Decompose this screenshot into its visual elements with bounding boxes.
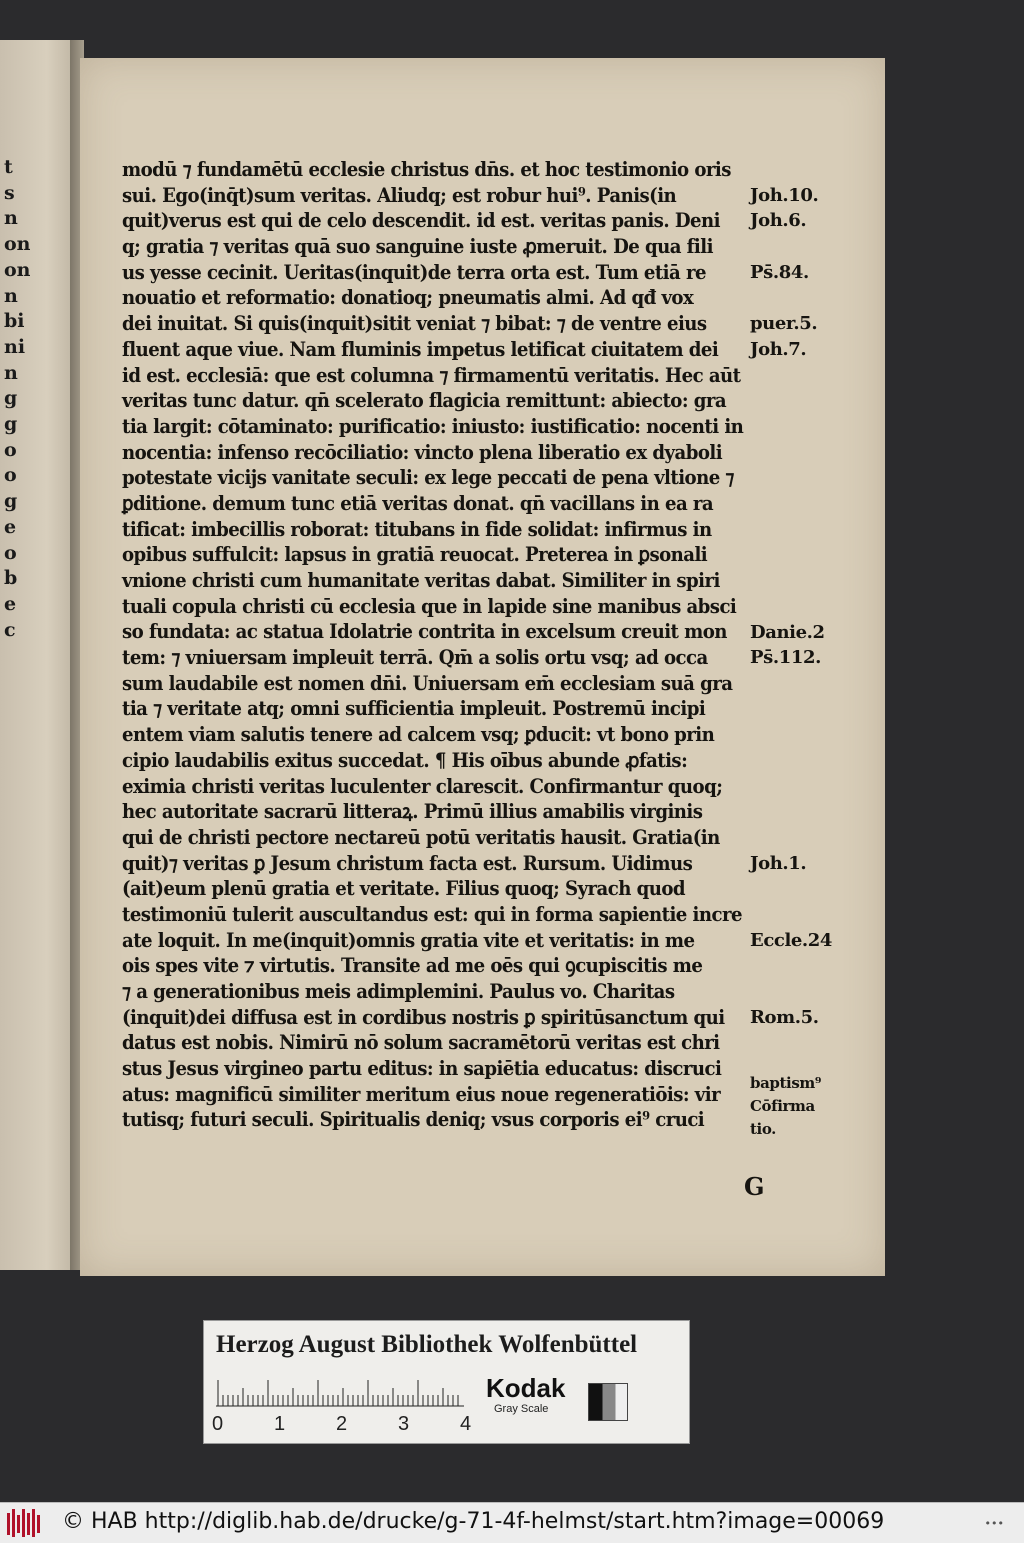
leaf-fragment: g [4,490,18,513]
ruler-number: 0 [212,1413,224,1435]
margin-note: puer.5. [750,313,818,335]
text-line: quit)⁊ veritas ꝑ Jesum christum facta est. Rursum. Uidimus [122,851,693,875]
text-line: qui de christi pectore nectareū potū veritatis hausit. Gratia(in [122,825,720,849]
text-line: tia largit: cōtaminato: purificatio: iniusto: iustificatio: nocenti in [122,414,744,438]
text-line: nocentia: infenso recōciliatio: vincto plena liberatio ex dyaboli [122,440,723,464]
footer-link[interactable]: © HAB http://diglib.hab.de/drucke/g-71-4f-helmst/start.htm?image=00069 [62,1509,885,1534]
text-line: (inquit)dei diffusa est in cordibus nostris ꝑ spiritūsanctum qui [122,1005,725,1029]
text-line: dei inuitat. Si quis(inquit)sitit veniat ⁊ bibat: ⁊ de ventre eius [122,312,707,336]
text-line: entem viam salutis tenere ad calcem vsq; ꝑducit: vt bono prin [122,723,715,747]
kodak-brand: Kodak [486,1373,566,1403]
leaf-fragment: t [4,156,13,178]
text-line: tuali copula christi cū ecclesia que in lapide sine manibus absci [122,594,737,618]
margin-note: Ps̄.112. [750,647,821,669]
text-line: tem: ⁊ vniuersam impleuit terrā. Qm̄ a solis ortu vsq; ad occa [122,646,708,670]
leaf-fragment: n [4,284,18,307]
text-line: datus est nobis. Nimirū nō solum sacramētorū veritas est chri [122,1031,720,1055]
book-page [80,58,885,1276]
text-line: tia ⁊ veritate atq; omni sufficientia impleuit. Postremū incipi [122,697,706,721]
ruler-icon [216,1379,466,1407]
margin-note: Cōfirma [750,1097,815,1116]
text-line: stus Jesus virgineo partu editus: in sapiētia educatus: discruci [122,1057,722,1081]
text-line: (ait)eum plenū gratia et veritate. Filius quoq; Syrach quod [122,877,686,901]
text-line: ⁊ a generationibus meis adimplemini. Paulus vo. Charitas [122,980,675,1003]
leaf-fragment: bi [4,310,25,333]
hab-logo-icon [4,1505,44,1541]
margin-note: tio. [750,1120,776,1139]
margin-note: Eccle.24 [750,930,833,951]
text-line: eximia christi veritas luculenter clarescit. Confirmantur quoq; [122,774,723,798]
leaf-fragment: o [4,438,17,461]
text-line: tutisq; futuri seculi. Spiritualis deniq; vsus corporis ei⁹ cruci [122,1108,705,1132]
leaf-fragment: b [4,567,18,590]
text-line: atus: magnificū similiter meritum eius noue regeneratiōis: vir [122,1082,721,1106]
text-line: sui. Ego(inq̄t)sum veritas. Aliudq; est robur hui⁹. Panis(in [122,183,677,207]
leaf-fragment: o [4,541,17,564]
leaf-fragment: e [4,515,17,538]
margin-note: Ps̄.84. [750,261,809,283]
margin-note: Danie.2 [750,621,825,643]
leaf-fragment: o [4,464,17,487]
leaf-fragment: ni [4,335,26,358]
text-line: q; gratia ⁊ veritas quā suo sanguine iuste ꝓmeruit. De qua fili [122,235,713,259]
text-line: veritas tunc datur. qn̄ scelerato flagicia remittunt: abiecto: gra [122,389,727,413]
text-line: us yesse cecinit. Ueritas(inquit)de terra orta est. Tum etiā re [122,260,706,284]
more-dots-icon[interactable]: ••• [984,1517,1004,1530]
footer-bar [0,1502,1024,1543]
body-text [122,157,762,1133]
margin-note: Joh.6. [750,210,807,232]
text-line: opibus suffulcit: lapsus in gratiā reuocat. Preterea in ꝑsonali [122,543,708,567]
ruler-number: 3 [398,1413,410,1435]
text-line: id est. ecclesiā: que est columna ⁊ firmamentū veritatis. Hec aūt [122,363,741,387]
text-line: ꝑditione. demum tunc etiā veritas donat. qn̄ vacillans in ea ra [122,491,714,515]
text-line: quit)verus est qui de celo descendit. id est. veritas panis. Deni [122,209,720,233]
ruler-number: 2 [336,1413,348,1435]
text-line: nouatio et reformatio: donatioq; pneumatis almi. Ad qđ vox [122,286,694,310]
text-line: sum laudabile est nomen dn̄i. Uniuersam em̄ ecclesiam suā gra [122,671,733,695]
ruler-number: 1 [274,1413,286,1435]
margin-note: Joh.1. [750,852,807,874]
kodak-subtitle: Gray Scale [494,1403,549,1415]
text-line: vnione christi cum humanitate veritas dabat. Similiter in spiri [122,569,720,592]
signature-mark: G [744,1172,765,1201]
leaf-fragment: c [4,618,16,641]
library-name: Herzog August Bibliothek Wolfenbüttel [216,1331,638,1358]
text-line: testimoniū tulerit auscultandus est: qui in forma sapientie incre [122,902,742,926]
leaf-fragment: n [4,207,18,230]
leaf-fragment: on [4,233,31,256]
margin-note: Joh.7. [750,338,807,360]
ruler-number: 4 [460,1413,472,1435]
margin-note: baptism⁹ [750,1073,822,1092]
text-line: cipio laudabilis exitus succedat. ¶ His oībus abunde ꝓfatis: [122,748,688,772]
text-line: ate loquit. In me(inquit)omnis gratia vite et veritatis: in me [122,928,695,952]
leaf-fragment: g [4,387,18,410]
gray-scale-patch [588,1383,628,1421]
text-line: tificat: imbecillis roborat: titubans in fide solidat: infirmus in [122,517,712,541]
text-line: so fundata: ac statua Idolatrie contrita in excelsum creuit mon [122,620,727,644]
reference-card [203,1320,690,1444]
text-line: modū ⁊ fundamētū ecclesie christus dn̄s. et hoc testimonio oris [122,158,731,181]
leaf-fragment: g [4,413,18,435]
margin-note: Rom.5. [750,1007,819,1029]
text-line: fluent aque viue. Nam fluminis impetus letificat ciuitatem dei [122,337,719,361]
text-line: potestate vicijs vanitate seculi: ex lege peccati de pena vltione ⁊ [122,466,734,490]
text-line: ois spes vite ⁊ virtutis. Transite ad me oēs qui ꝯcupiscitis me [122,954,703,978]
leaf-fragment: s [4,181,15,204]
left-facing-leaf [0,40,78,1270]
leaf-fragment: e [4,592,17,615]
leaf-fragment: n [4,361,18,384]
text-line: hec autoritate sacrarū litteraꝝ. Primū illius amabilis virginis [122,800,703,824]
leaf-fragment: on [4,258,31,281]
margin-note: Joh.10. [750,184,819,206]
